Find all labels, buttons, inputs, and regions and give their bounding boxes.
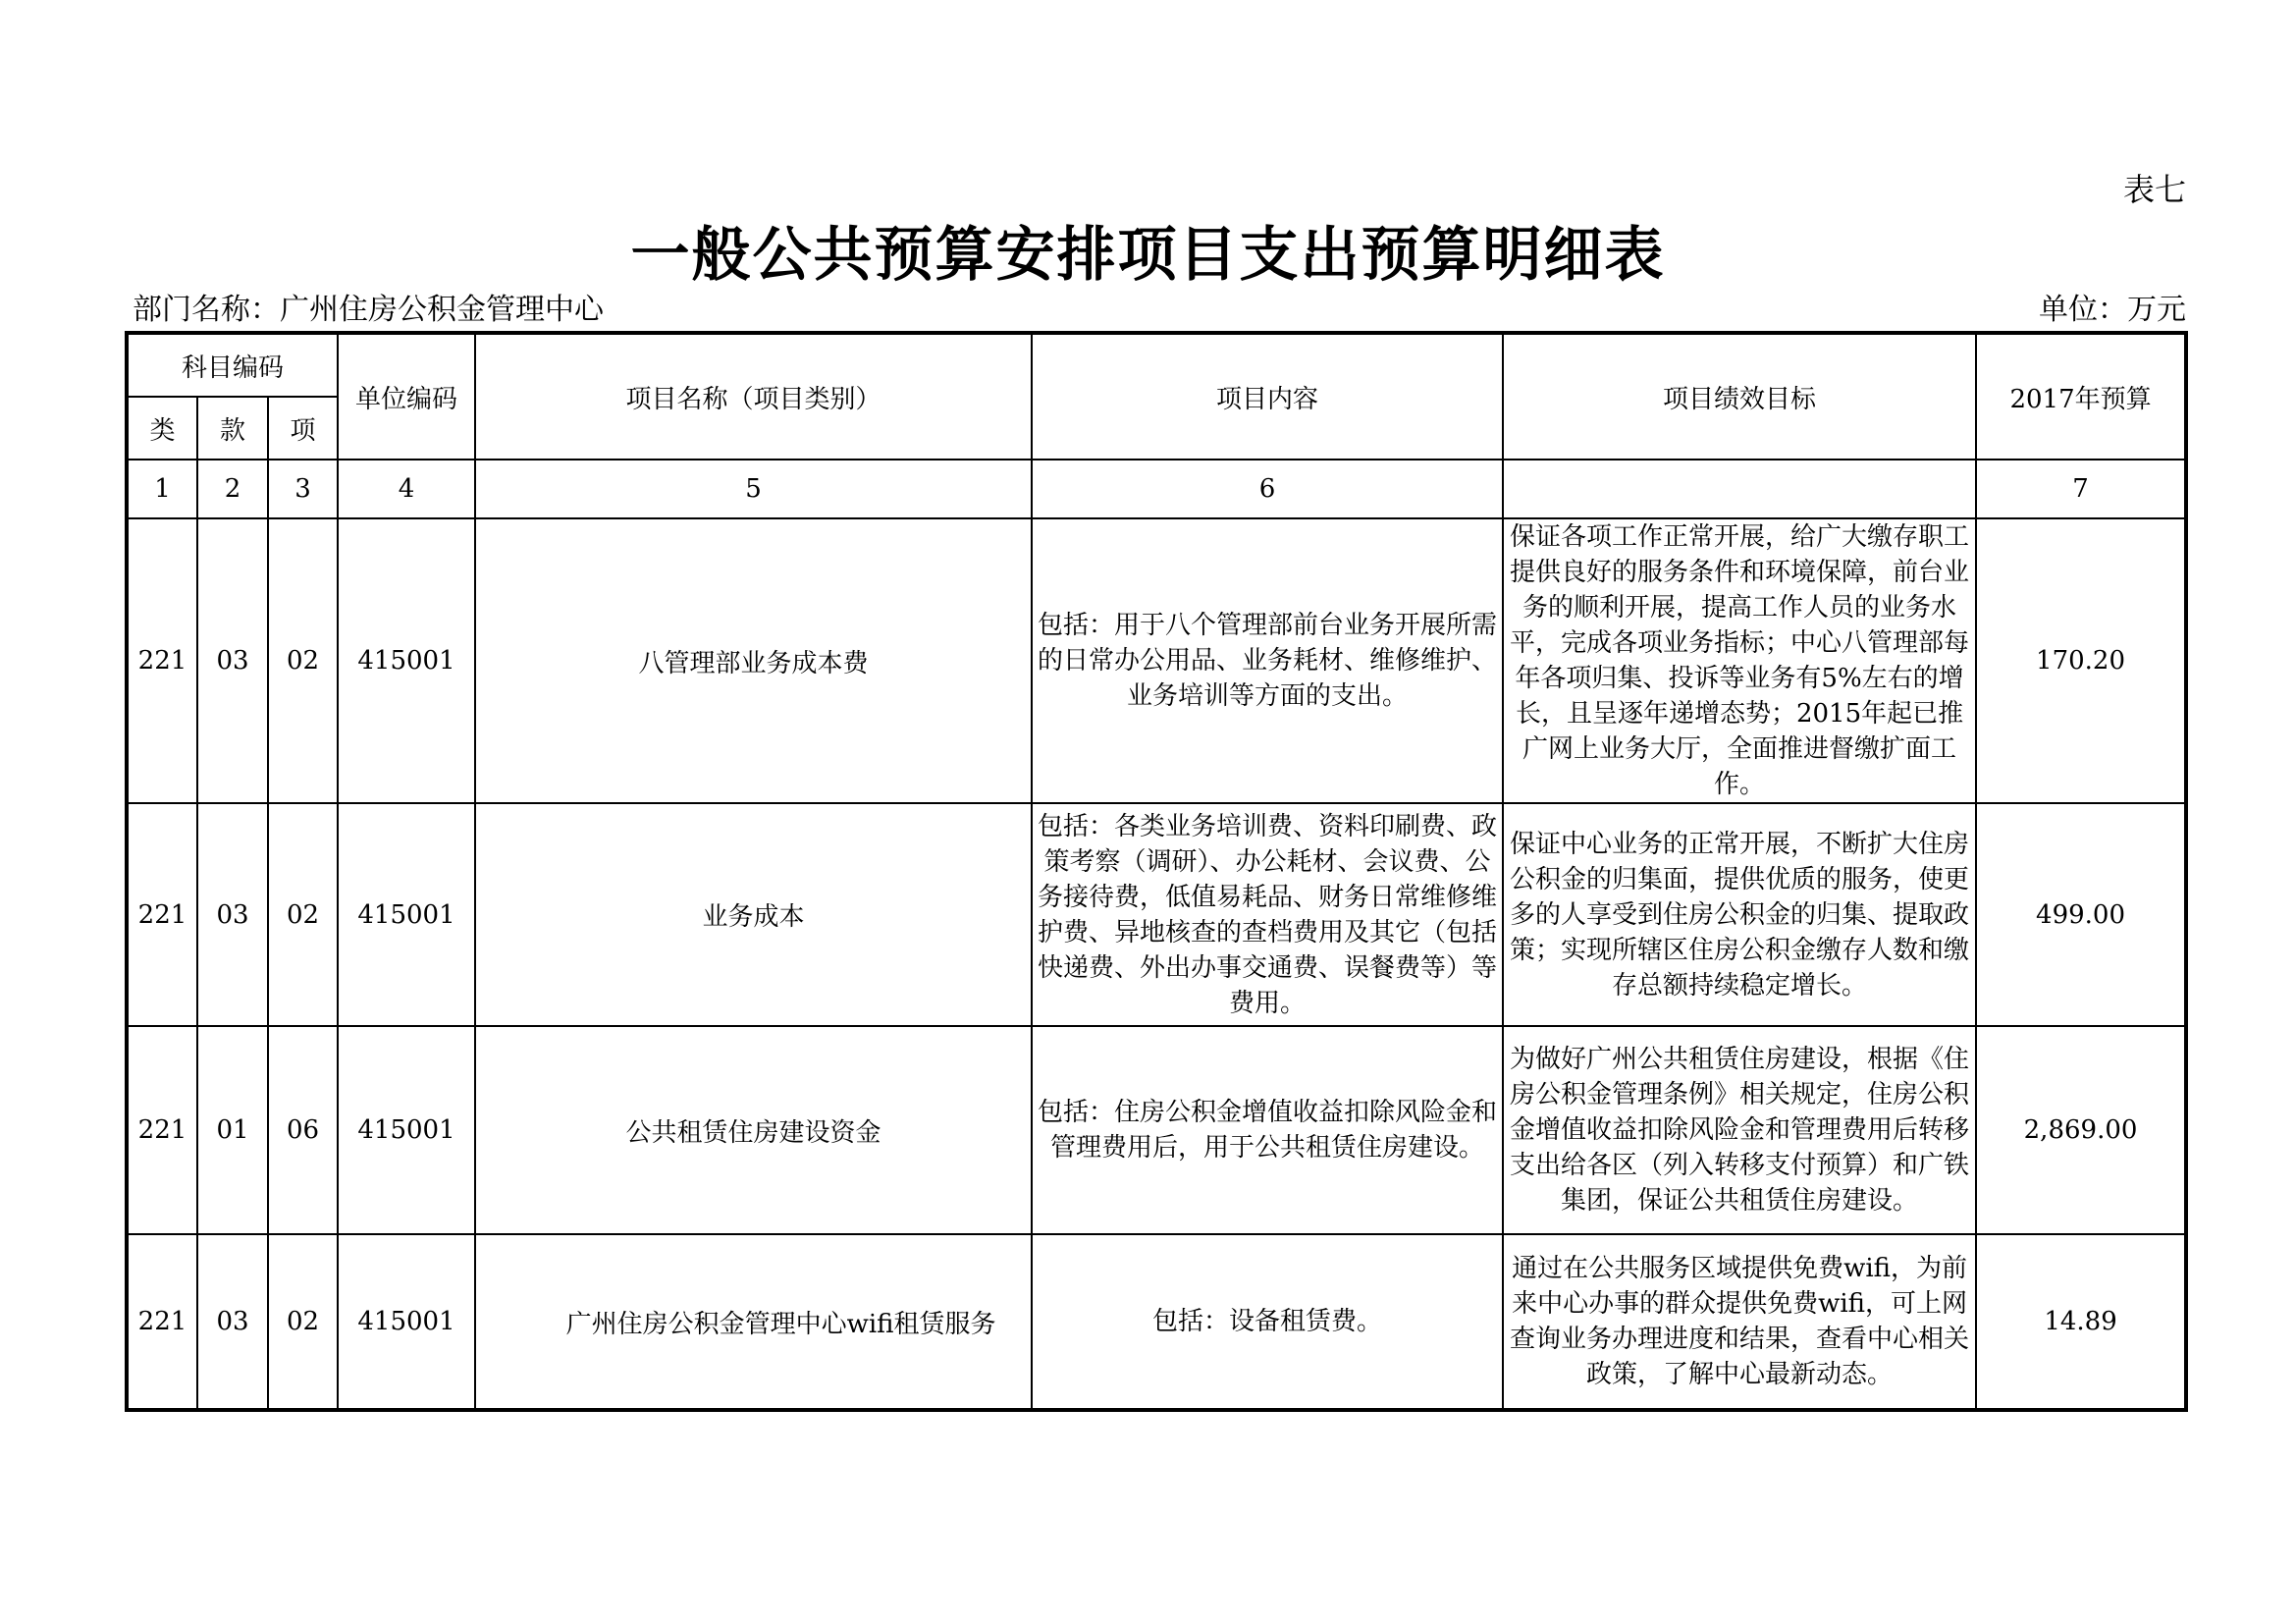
performance-goal: 为做好广州公共租赁住房建设，根据《住房公积金管理条例》相关规定，住房公积金增值收益扣除风险金和管理费用后转移支出给各区（列入转移支付预算）和广铁集团，保证公共租赁住房建设。 [1503,1026,1976,1234]
project-content: 包括：设备租赁费。 [1032,1234,1503,1410]
document-title: 一般公共预算安排项目支出预算明细表 [630,221,1666,290]
section-code: 03 [197,1234,268,1410]
project-name: 公共租赁住房建设资金 [475,1026,1032,1234]
col-number: 2 [197,460,268,518]
project-name: 业务成本 [475,803,1032,1026]
header-section: 款 [197,397,268,460]
performance-goal: 保证各项工作正常开展，给广大缴存职工提供良好的服务条件和环境保障，前台业务的顺利开展，提高工作人员的业务水平，完成各项业务指标；中心八管理部每年各项归集、投诉等业务有5%左右的增长，且呈逐年递增态势；2015年起已推广网上业务大厅，全面推进督缴扩面工作。 [1503,518,1976,803]
class-code: 221 [127,1026,197,1234]
header-project-name: 项目名称（项目类别） [475,333,1032,460]
performance-goal: 保证中心业务的正常开展，不断扩大住房公积金的归集面，提供优质的服务，使更多的人享受到住房公积金的归集、提取政策；实现所辖区住房公积金缴存人数和缴存总额持续稳定增长。 [1503,803,1976,1026]
col-number: 1 [127,460,197,518]
header-project-content: 项目内容 [1032,333,1503,460]
col-number [1503,460,1976,518]
col-number: 5 [475,460,1032,518]
item-code: 02 [268,803,338,1026]
item-code: 06 [268,1026,338,1234]
budget-amount: 499.00 [1976,803,2186,1026]
project-name: 广州住房公积金管理中心wifi租赁服务 [475,1234,1032,1410]
header-budget: 2017年预算 [1976,333,2186,460]
header-item: 项 [268,397,338,460]
class-code: 221 [127,518,197,803]
project-content: 包括：用于八个管理部前台业务开展所需的日常办公用品、业务耗材、维修维护、业务培训等方面的支出。 [1032,518,1503,803]
col-number: 3 [268,460,338,518]
table-row [127,1234,2186,1410]
header-row-1 [127,333,2186,397]
table-row [127,518,2186,803]
column-number-row [127,460,2186,518]
unit-code: 415001 [338,1026,475,1234]
unit-code: 415001 [338,1234,475,1410]
unit-code: 415001 [338,803,475,1026]
budget-amount: 14.89 [1976,1234,2186,1410]
section-code: 01 [197,1026,268,1234]
class-code: 221 [127,803,197,1026]
project-content: 包括：住房公积金增值收益扣除风险金和管理费用后，用于公共租赁住房建设。 [1032,1026,1503,1234]
header-unit-code: 单位编码 [338,333,475,460]
unit-code: 415001 [338,518,475,803]
performance-goal: 通过在公共服务区域提供免费wifi，为前来中心办事的群众提供免费wifi，可上网查询业务办理进度和结果，查看中心相关政策，了解中心最新动态。 [1503,1234,1976,1410]
header-class: 类 [127,397,197,460]
header-performance-goal: 项目绩效目标 [1503,333,1976,460]
budget-amount: 170.20 [1976,518,2186,803]
project-name: 八管理部业务成本费 [475,518,1032,803]
item-code: 02 [268,1234,338,1410]
table-number: 表七 [2122,171,2186,208]
col-number: 7 [1976,460,2186,518]
unit-label: 单位：万元 [2039,293,2186,327]
section-code: 03 [197,518,268,803]
section-code: 03 [197,803,268,1026]
table-row [127,1026,2186,1234]
header-subject-code: 科目编码 [127,333,338,397]
class-code: 221 [127,1234,197,1410]
col-number: 4 [338,460,475,518]
col-number: 6 [1032,460,1503,518]
item-code: 02 [268,518,338,803]
table-row [127,803,2186,1026]
department-name: 部门名称：广州住房公积金管理中心 [133,293,604,327]
budget-table [125,331,2188,1412]
project-content: 包括：各类业务培训费、资料印刷费、政策考察（调研）、办公耗材、会议费、公务接待费，低值易耗品、财务日常维修维护费、异地核查的查档费用及其它（包括快递费、外出办事交通费、误餐费等）等费用。 [1032,803,1503,1026]
budget-amount: 2,869.00 [1976,1026,2186,1234]
